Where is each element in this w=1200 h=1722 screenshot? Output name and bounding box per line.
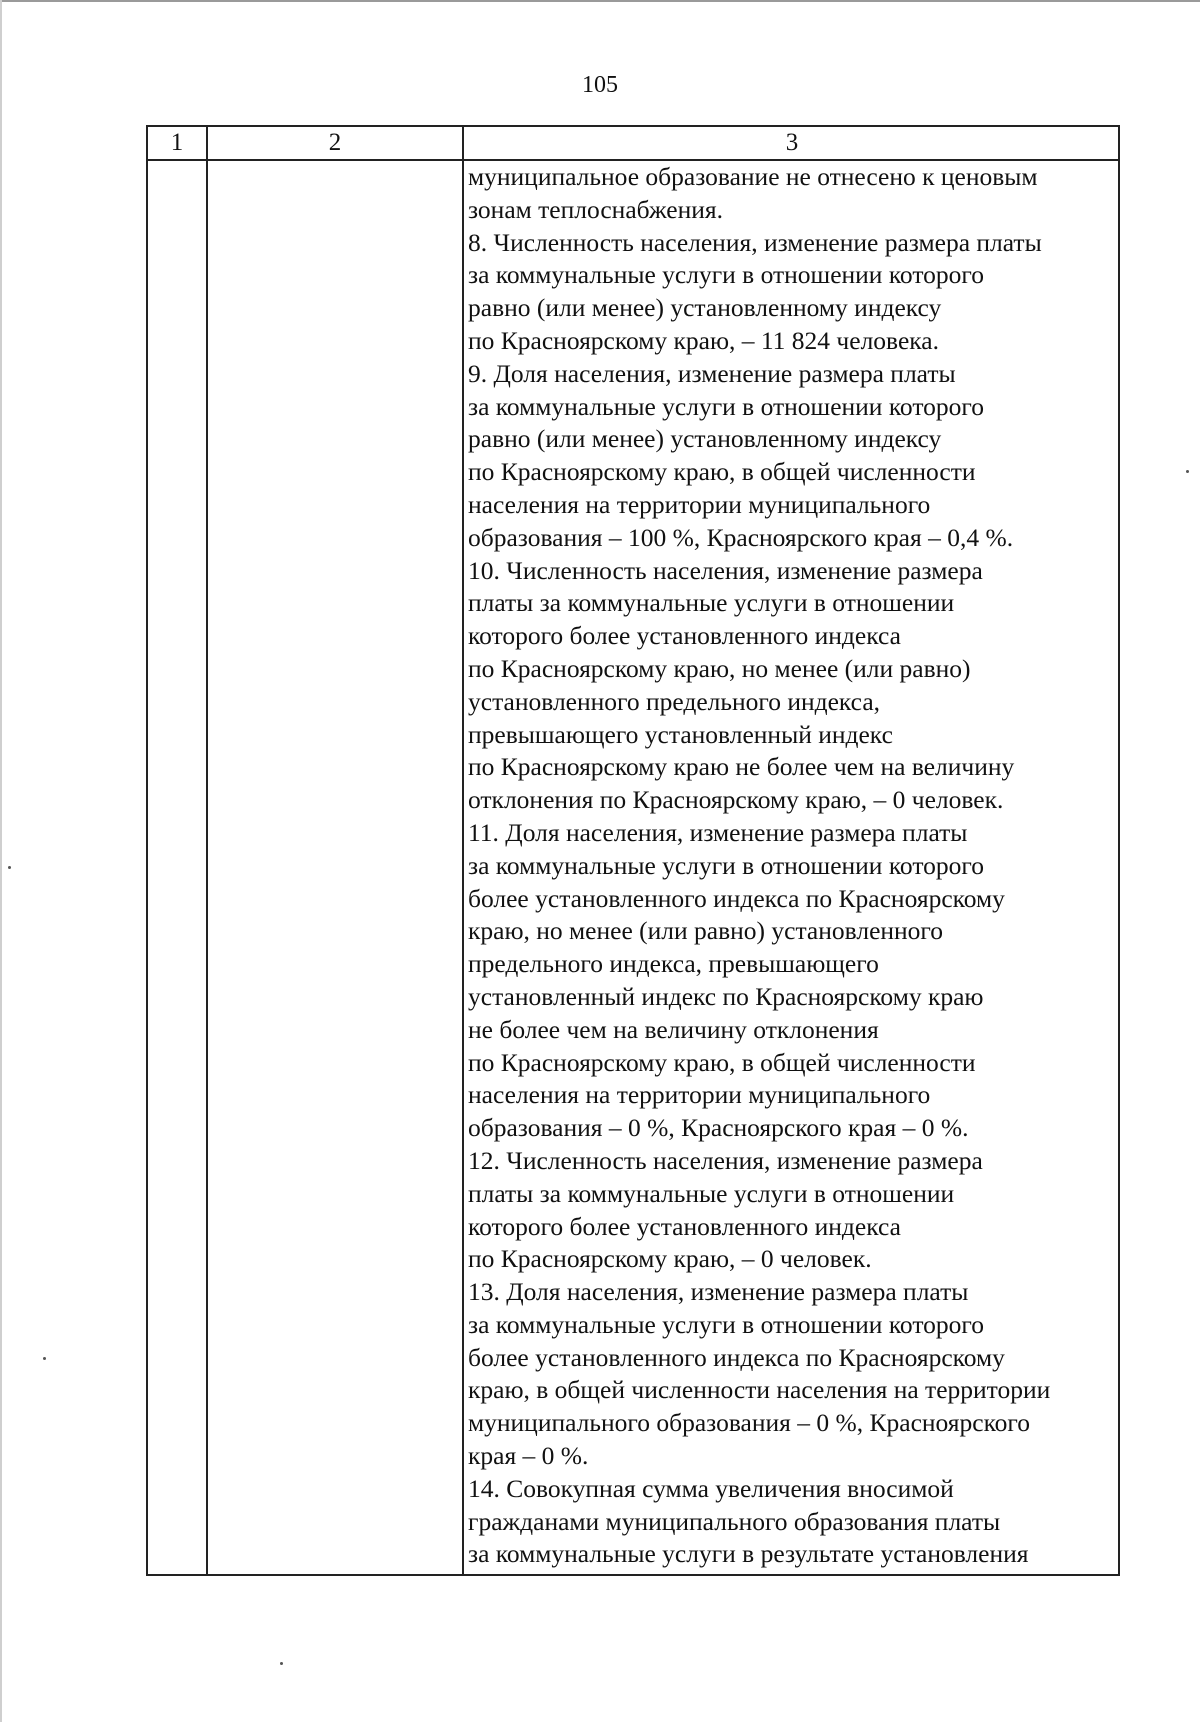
column-divider-2 (462, 127, 464, 1574)
column-header-1: 1 (170, 129, 184, 156)
text-line: по Красноярскому краю, но менее (или равно) (468, 653, 971, 683)
text-line: за коммунальные услуги в отношении которого (468, 1309, 984, 1339)
text-line: муниципального образования – 0 %, Красноярского (468, 1408, 1031, 1438)
scan-edge-left (0, 0, 2, 1722)
text-line: гражданами муниципального образования платы (468, 1506, 1001, 1536)
text-line: муниципальное образование не отнесено к ценовым (468, 162, 1038, 191)
text-line: за коммунальные услуги в результате установления (468, 1539, 1029, 1569)
text-line: образования – 100 %, Красноярского края – 0,4 %. (468, 522, 1014, 552)
text-line: равно (или менее) установленному индексу (468, 293, 942, 323)
text-line: края – 0 %. (468, 1441, 589, 1471)
text-line: платы за коммунальные услуги в отношении (468, 588, 955, 618)
data-table (146, 125, 1120, 1576)
scan-speck (1186, 470, 1189, 473)
text-line: краю, но менее (или равно) установленного (468, 916, 943, 946)
text-line: краю, в общей численности населения на территории (468, 1375, 1051, 1405)
text-line: которого более установленного индекса (468, 1211, 901, 1241)
text-line: не более чем на величину отклонения (468, 1014, 879, 1044)
scan-edge-top (0, 0, 1200, 2)
text-line: за коммунальные услуги в отношении которого (468, 260, 984, 290)
column-3-cell-text (468, 161, 1118, 1571)
text-line: за коммунальные услуги в отношении которого (468, 850, 984, 880)
text-line: 8. Численность населения, изменение размера платы (468, 227, 1042, 257)
text-line: установленный индекс по Красноярскому краю (468, 981, 984, 1011)
scan-speck (280, 1662, 283, 1665)
text-line: 9. Доля населения, изменение размера платы (468, 358, 956, 388)
text-line: по Красноярскому краю, в общей численности (468, 457, 976, 487)
text-line: населения на территории муниципального (468, 489, 931, 519)
text-line: предельного индекса, превышающего (468, 949, 879, 979)
text-line: более установленного индекса по Красноярскому (468, 883, 1005, 913)
text-line: населения на территории муниципального (468, 1080, 931, 1110)
text-line: отклонения по Красноярскому краю, – 0 человек. (468, 785, 1004, 815)
page-number: 105 (582, 72, 618, 98)
text-line: 14. Совокупная сумма увеличения вносимой (468, 1473, 954, 1503)
text-line: 13. Доля населения, изменение размера платы (468, 1277, 969, 1307)
text-line: зонам теплоснабжения. (468, 194, 723, 224)
column-divider-1 (206, 127, 208, 1574)
text-line: по Красноярскому краю, – 11 824 человека. (468, 325, 939, 355)
text-line: равно (или менее) установленному индексу (468, 424, 942, 454)
scan-speck (8, 866, 11, 869)
text-line: платы за коммунальные услуги в отношении (468, 1178, 955, 1208)
text-line: превышающего установленный индекс (468, 719, 893, 749)
text-line: по Красноярскому краю, – 0 человек. (468, 1244, 872, 1274)
text-line: установленного предельного индекса, (468, 686, 881, 716)
text-line: более установленного индекса по Красноярскому (468, 1342, 1005, 1372)
text-line: 11. Доля населения, изменение размера платы (468, 817, 968, 847)
text-line: за коммунальные услуги в отношении которого (468, 391, 984, 421)
text-line: по Красноярскому краю, в общей численности (468, 1047, 976, 1077)
text-line: которого более установленного индекса (468, 621, 901, 651)
text-line: по Красноярскому краю не более чем на величину (468, 752, 1015, 782)
column-header-2: 2 (328, 129, 342, 156)
scan-speck (43, 1357, 46, 1360)
text-line: 12. Численность населения, изменение размера (468, 1145, 983, 1175)
text-line: 10. Численность населения, изменение размера (468, 555, 983, 585)
column-header-3: 3 (785, 129, 799, 156)
text-line: образования – 0 %, Красноярского края – 0 %. (468, 1113, 969, 1143)
